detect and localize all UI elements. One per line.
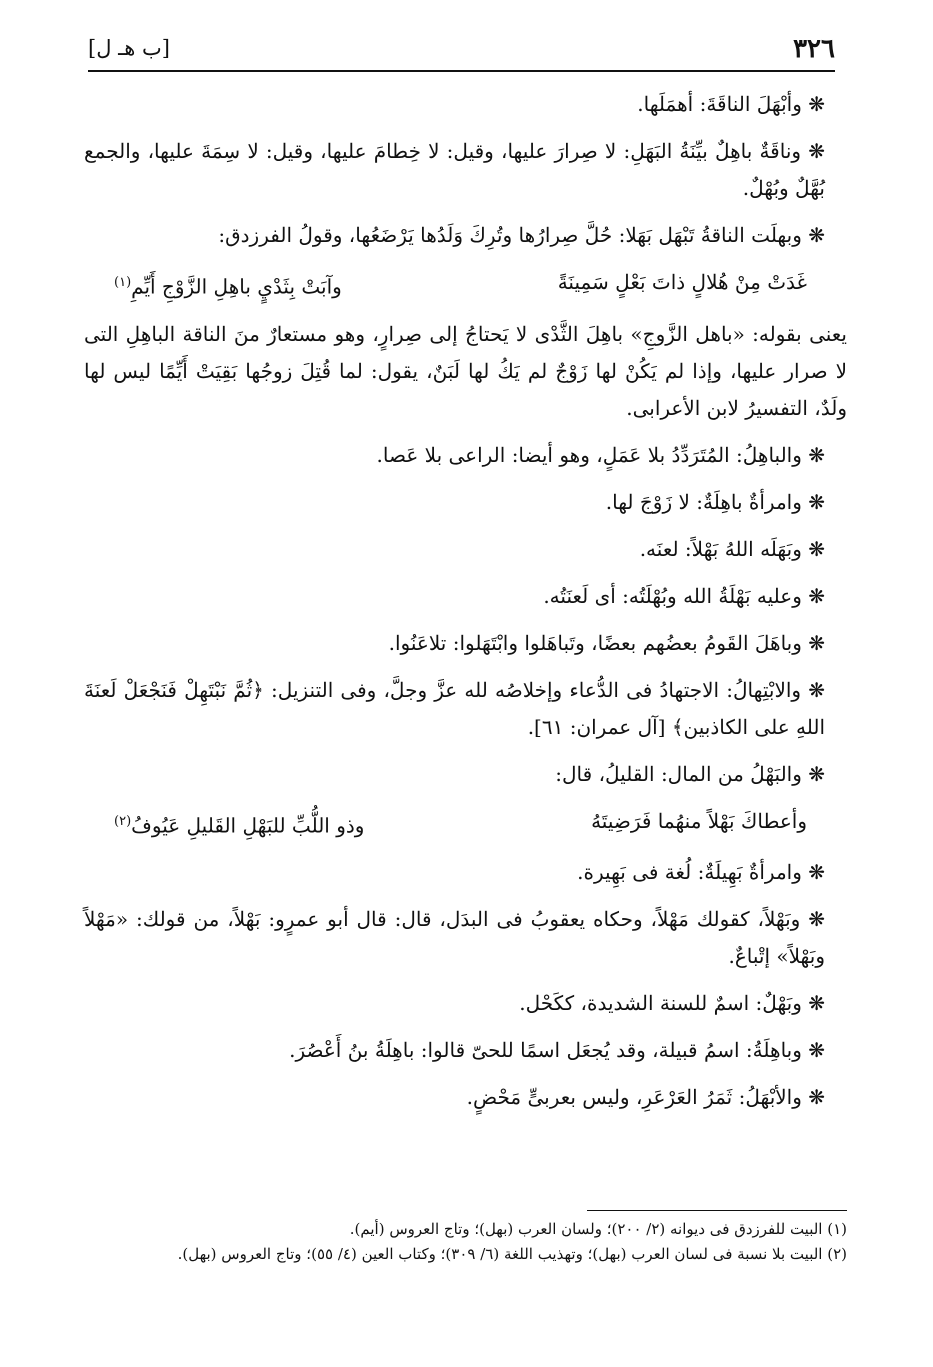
footnote-marker: (١): [114, 275, 132, 290]
entry-paragraph: يعنى بقوله: «باهل الزَّوجِ» باهِلَ الثَّدْى لا يَحتاجُ إلى صِرارٍ، وهو مستعارٌ منَ الناقة الباهِلِ التى لا صرار عليها، وإذا لم يَكُنْ لها زَوْجٌ لم يَكُ لها لَبَنٌ، يقول: لما قُتِلَ زوجُها بَقِيَتْ أَيِّمًا ليس لها ولَدٌ، التفسيرُ لابن الأعرابى.: [84, 321, 847, 420]
entry-paragraph: ❋ والأبْهَلُ: ثَمَرُ العَرْعَرِ، وليس بعربىٍّ مَحْضٍ.: [466, 1085, 825, 1110]
footnote-marker: (٢): [114, 813, 132, 829]
entry-paragraph: ❋ وبَهْلٌ: اسمٌ للسنة الشديدة، ككَحْل.: [519, 991, 825, 1016]
footnotes-section: [84, 1210, 847, 1267]
entry-paragraph: ❋ والباهِلُ: المُتَرَدِّدُ بلا عَمَلٍ، وهو أيضا: الراعى بلا عَصا.: [376, 442, 825, 467]
verse-second-text: وذو اللُّبِّ للبَهْلِ القَليلِ عَيُوفُ: [131, 813, 365, 838]
entry-paragraph: ❋ والبَهْلُ من المال: القليلُ، قال:: [555, 761, 825, 786]
entry-paragraph: ❋ والابْتِهالُ: الاجتهادُ فى الدُّعاء وإخلاصُه لله عزَّ وجلَّ، وفى التنزيل: ﴿ثُمَّ نَبْتَهِلْ فَنَجْعَلْ لَعنَةَ اللهِ على الكاذبين﴾ [آل عمران: ٦١].: [84, 677, 825, 739]
entry-paragraph: ❋ وبهلَت الناقةُ تَبْهَل بَهَلا: حُلَّ صِرارُها وتُرِكَ وَلَدُها يَرْضَعُها، وقولُ الفرزدق:: [218, 223, 825, 247]
entry-paragraph: ❋ وعليه بَهْلَةُ الله وبُهْلَتُه: أى لَعنَتُه.: [543, 583, 825, 608]
poetry-verse: [84, 803, 847, 845]
root-label: [ب هـ ل]: [88, 36, 170, 60]
entry-paragraph: ❋ وبَهْلاً، كقولك مَهْلاً، وحكاه يعقوبُ فى البدَل، قال: قال أبو عمرٍو: بَهْلاً، من قولك: «مَهْلاً وبَهْلاً» إتْباعٌ.: [84, 907, 825, 969]
entry-paragraph: ❋ وناقَةٌ باهِلٌ بيِّنَةُ البَهَلِ: لا صِرارَ عليها، وقيل: لا خِطامَ عليها، وقيل: لا سِمَةَ عليها، والجمع بُهَّلٌ وبُهْلٌ.: [84, 139, 825, 200]
footnote: (٢) البيت بلا نسبة فى لسان العرب (بهل)؛ وتهذيب اللغة (٦/ ٣٠٩)؛ وكتاب العين (٤/ ٥٥)؛ وتاج العروس (بهل).: [177, 1245, 847, 1263]
poetry-verse: [84, 264, 847, 306]
entry-paragraph: ❋ وبَهَلَه اللهُ بَهْلاً: لعنَه.: [639, 536, 825, 561]
verse-second-text: وآبَتْ بِثَدْيٍ باهِلِ الزَّوْجِ أَيِّمِ: [131, 274, 342, 299]
verse-first-hemistich: غَدَتْ مِنْ هُلالٍ ذاتَ بَعْلٍ سَمِينَةً: [557, 270, 807, 294]
entry-paragraph: ❋ وباهِلَةُ: اسمُ قبيلة، وقد يُجعَل اسمًا للحىّ قالوا: باهِلَةُ بنُ أَعْصُرَ.: [289, 1038, 825, 1063]
footnote: (١) البيت للفرزدق فى ديوانه (٢/ ٢٠٠)؛ ولسان العرب (بهل)؛ وتاج العروس (أيم).: [349, 1220, 847, 1238]
entry-paragraph: ❋ وأبْهَلَ الناقَةَ: أهمَلَها.: [637, 92, 825, 116]
verse-second-hemistich: [114, 803, 364, 845]
verse-second-hemistich: [114, 264, 342, 306]
entry-paragraph: ❋ وباهَلَ القَومُ بعضُهم بعضًا، وتَباهَلوا وابْتَهَلوا: تلاعَنُوا.: [388, 630, 825, 655]
page-number: ٣٢٦: [793, 34, 835, 64]
entry-paragraph: ❋ وامرأةٌ بَهِيلَةٌ: لُغة فى بَهِيرة.: [577, 860, 825, 885]
verse-first-hemistich: وأعطاكَ بَهْلاً منهُما فَرَضِيتَهُ: [591, 808, 807, 833]
footnote-divider: [587, 1210, 847, 1211]
page-header: [88, 30, 835, 72]
entry-body: [84, 86, 847, 1126]
entry-paragraph: ❋ وامرأةٌ باهِلَةٌ: لا زَوْجَ لها.: [605, 489, 825, 514]
